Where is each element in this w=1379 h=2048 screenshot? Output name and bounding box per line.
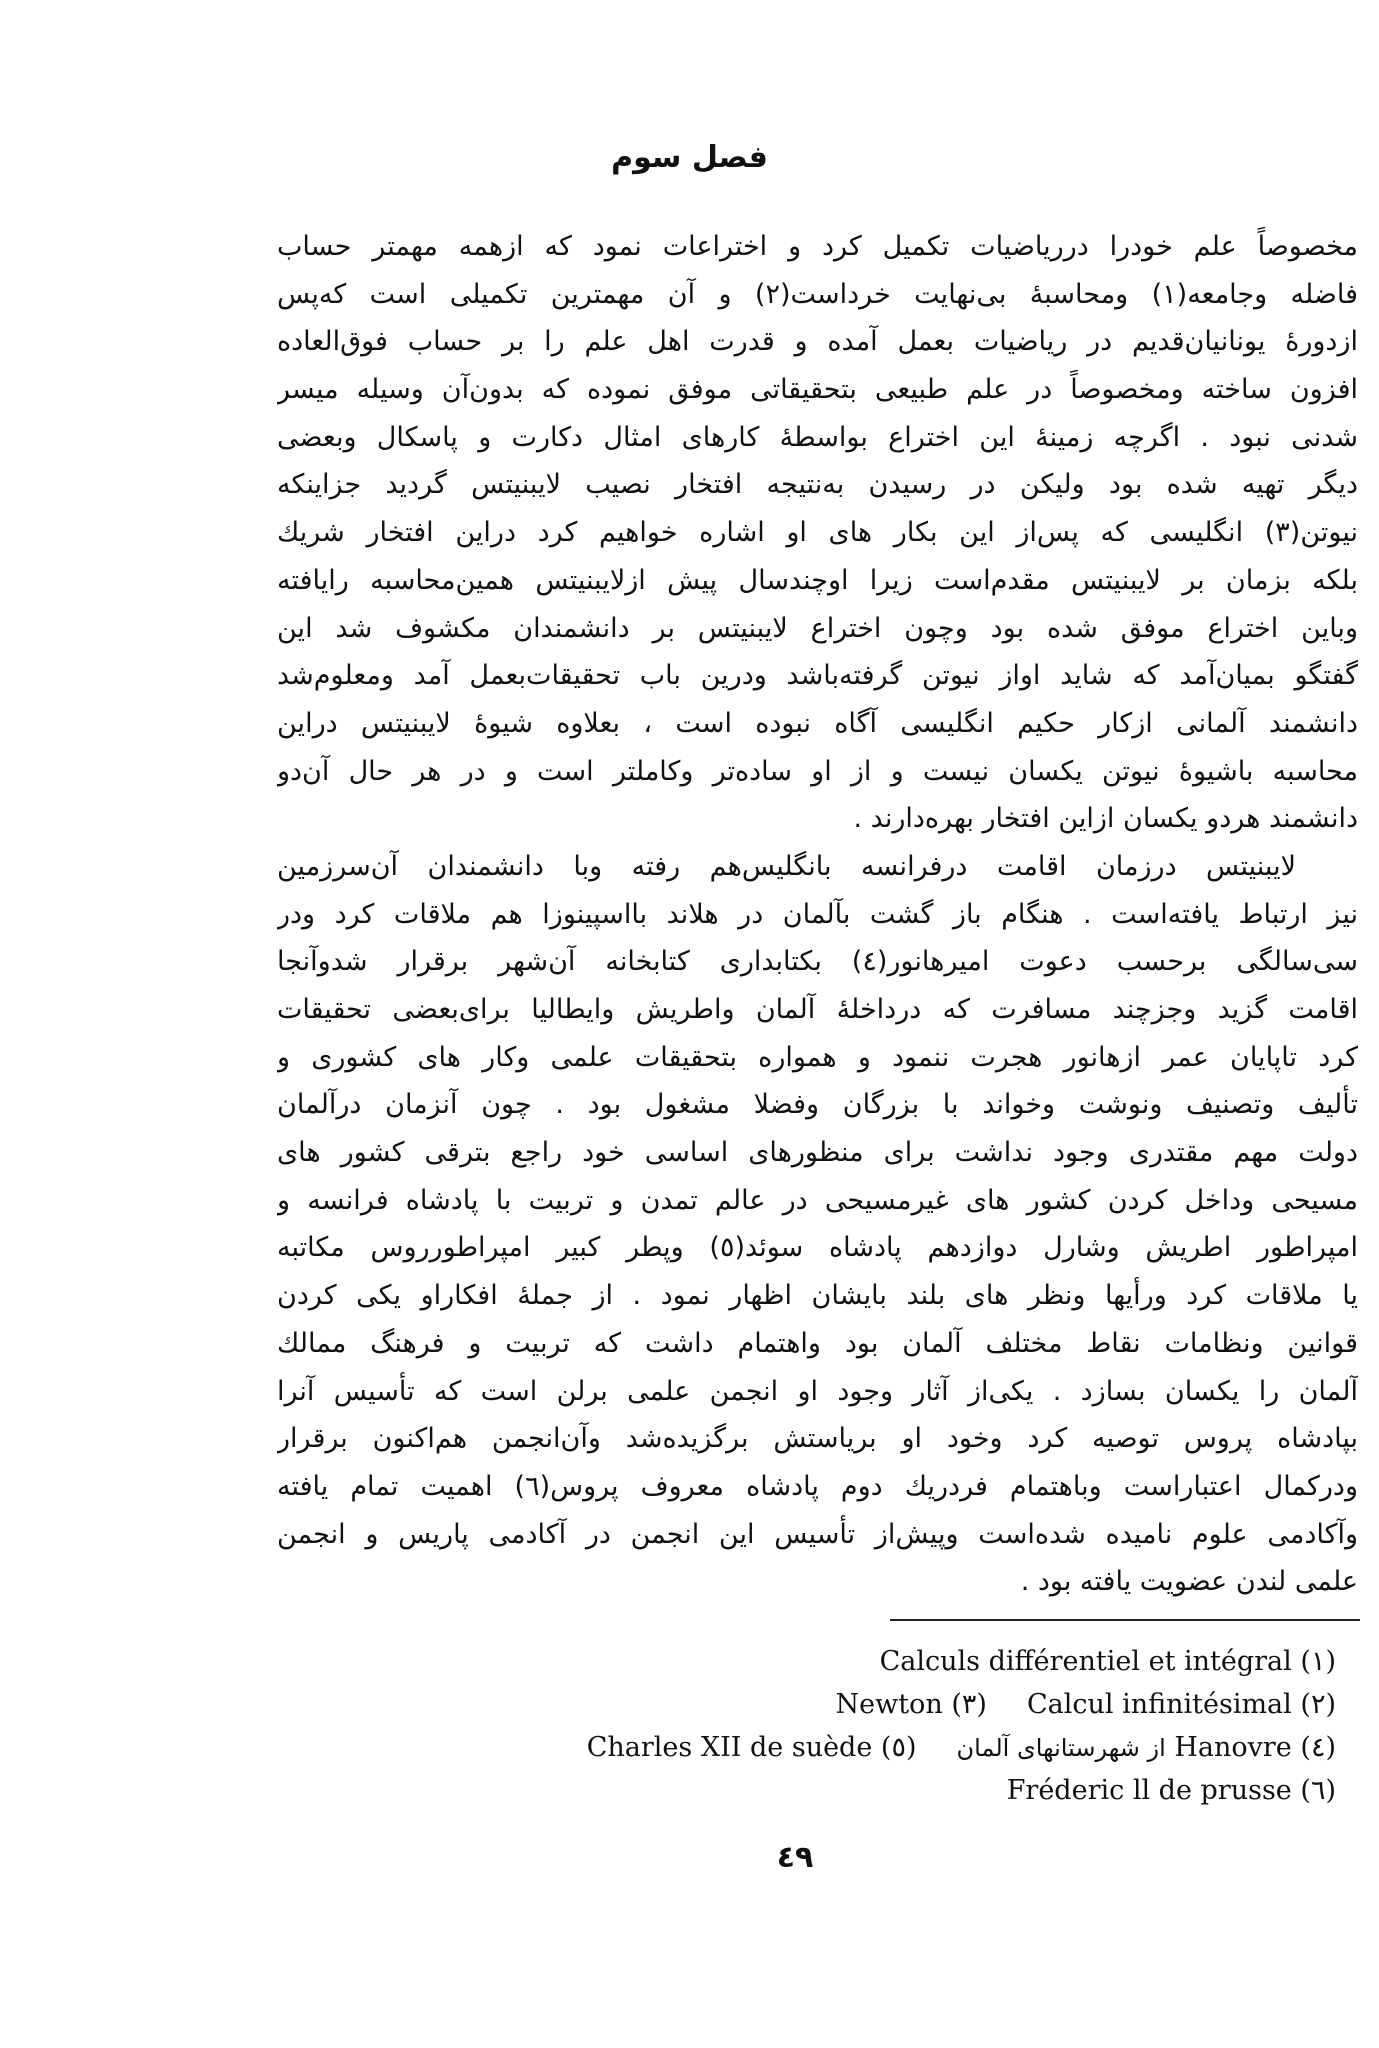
body-text <box>277 223 1358 1606</box>
footnote-row <box>300 1683 1336 1726</box>
footnote-5 <box>587 1726 917 1769</box>
text-line: ودرکمال اعتباراست وباهتمام فردریك دوم پادشاه معروف پروس(٦) اهمیت تمام یافته <box>277 1470 1358 1502</box>
footnote-1 <box>880 1640 1336 1683</box>
footnotes <box>300 1640 1336 1812</box>
page-number: ٤٩ <box>776 1840 814 1875</box>
footnote-number: (٦) <box>1300 1775 1336 1806</box>
footnote-3 <box>836 1683 987 1726</box>
footnote-divider <box>890 1619 1360 1621</box>
footnote-text: Hanovre <box>1174 1732 1292 1763</box>
text-line: وباین اختراع موفق شده بود وچون اختراع لایبنیتس بر دانشمندان مکشوف شد این <box>277 612 1358 644</box>
text-line: کرد تاپایان عمر ازهانور هجرت ننمود و همواره بتحقیقات علمی وکار های کشوری و <box>277 1041 1358 1073</box>
text-line: دانشمند آلمانی ازکار حکیم انگلیسی آگاه نبوده است ، بعلاوه شیوهٔ لایبنیتس دراین <box>277 707 1358 739</box>
footnote-number: (٢) <box>1300 1689 1336 1720</box>
footnote-text: Fréderic ll de prusse <box>1006 1775 1292 1806</box>
footnote-number: (١) <box>1300 1646 1336 1677</box>
text-line: علمی لندن عضویت یافته بود . <box>1020 1566 1358 1598</box>
footnote-row <box>300 1726 1336 1769</box>
footnote-text: Calculs différentiel et intégral <box>879 1646 1292 1677</box>
text-line: شدنی نبود . اگرچه زمینهٔ این اختراع بواسطهٔ کارهای امثال دکارت و پاسکال وبعضی <box>277 421 1358 453</box>
footnote-row <box>300 1640 1336 1683</box>
footnote-text: Newton <box>835 1689 943 1720</box>
text-line: قوانین ونظامات نقاط مختلف آلمان بود واهتمام داشت که تربیت و فرهنگ ممالك <box>277 1327 1358 1359</box>
footnote-text: Charles XII de suède <box>586 1732 873 1763</box>
text-line: امپراطور اطریش وشارل دوازدهم پادشاه سوئد(٥) وپطر کبیر امپراطورروس مکاتبه <box>277 1232 1358 1264</box>
footnote-2 <box>1027 1683 1336 1726</box>
text-line: محاسبه باشیوهٔ نیوتن یکسان نیست و از او ساده‌تر وکاملتر است و در هر حال آن‌دو <box>277 755 1358 787</box>
footnote-4 <box>957 1726 1336 1769</box>
text-line: نیوتن(۳) انگلیسی که پس‌از این بکار های او اشاره خواهیم کرد دراین افتخار شریك <box>277 517 1358 549</box>
text-line: افزون ساخته ومخصوصاً در علم طبیعی بتحقیقاتی موفق نموده که بدون‌آن وسیله میسر <box>277 374 1358 406</box>
paragraph-2 <box>277 843 1358 1606</box>
footnote-row <box>300 1769 1336 1812</box>
footnote-number: (٥) <box>880 1732 917 1763</box>
text-line: یا ملاقات کرد ورأیها ونظر های بلند بایشان اظهار نمود . از جملهٔ افکاراو یکی کردن <box>277 1280 1358 1312</box>
text-line: اقامت گزید وجزچند مسافرت که درداخلهٔ آلمان واطریش وایطالیا برای‌بعضی تحقیقات <box>277 994 1358 1025</box>
chapter-title: فصل سوم <box>611 140 768 175</box>
text-line: دانشمند هردو یکسان ازاین افتخار بهره‌دارند . <box>853 803 1358 835</box>
text-line: وآکادمی علوم نامیده شده‌است وپیش‌از تأسیس این انجمن در آکادمی پاریس و انجمن <box>277 1518 1358 1550</box>
text-line: لایبنیتس درزمان اقامت درفرانسه بانگلیس‌هم رفته وبا دانشمندان آن‌سرزمین <box>277 850 1296 882</box>
text-line: نیز ارتباط یافته‌است . هنگام باز گشت بآلمان در هلاند بااسپینوزا هم ملاقات کرد ودر <box>277 898 1358 930</box>
text-line: فاضله وجامعه(۱) ومحاسبهٔ بی‌نهایت خرداست(۲) و آن مهمترین تکمیلی است که‌پس <box>277 278 1358 310</box>
footnote-note: از شهرستانهای آلمان <box>956 1734 1166 1762</box>
text-line: سی‌سالگی برحسب دعوت امیرهانور(٤) بکتابداری کتابخانه آن‌شهر برقرار شدوآنجا <box>277 946 1358 978</box>
text-line: دیگر تهیه شده بود ولیکن در رسیدن به‌نتیجه افتخار نصیب لایبنیتس گردید جزاینکه <box>277 469 1358 501</box>
footnote-number: (٣) <box>951 1689 987 1720</box>
text-line: ازدورهٔ یونانیان‌قدیم در ریاضیات بعمل آمده و قدرت اهل علم را بر حساب فوق‌العاده <box>277 326 1358 358</box>
text-line: مخصوصاً علم خودرا درریاضیات تکمیل کرد و اختراعات نمود که ازهمه مهمتر حساب <box>277 231 1358 262</box>
footnote-number: (٤) <box>1300 1732 1336 1763</box>
text-line: دولت مهم مقتدری وجود نداشت برای منظورهای اساسی خود راجع بترقی کشور های <box>277 1137 1358 1169</box>
text-line: گفتگو بمیان‌آمد که شاید اواز نیوتن گرفته‌باشد ودرین باب تحقیقات‌بعمل آمد ومعلوم‌شد <box>277 660 1358 692</box>
text-line: تألیف وتصنیف ونوشت وخواند با بزرگان وفضلا مشغول بود . چون آنزمان درآلمان <box>277 1089 1358 1121</box>
paragraph-1 <box>277 223 1358 843</box>
text-line: بپادشاه پروس توصیه کرد وخود او بریاستش برگزیده‌شد وآن‌انجمن هم‌اکنون برقرار <box>277 1423 1358 1455</box>
text-line: آلمان را یکسان بسازد . یکی‌از آثار وجود او انجمن علمی برلن است که تأسیس آنرا <box>277 1375 1358 1407</box>
text-line: مسیحی وداخل کردن کشور های غیرمسیحی در عالم تمدن و تربیت با پادشاه فرانسه و <box>277 1184 1358 1216</box>
footnote-text: Calcul infinitésimal <box>1026 1689 1292 1720</box>
footnote-6 <box>1007 1769 1336 1812</box>
text-line: بلکه بزمان بر لایبنیتس مقدم‌است زیرا اوچندسال پیش ازلایبنیتس همین‌محاسبه رایافته <box>277 564 1358 596</box>
